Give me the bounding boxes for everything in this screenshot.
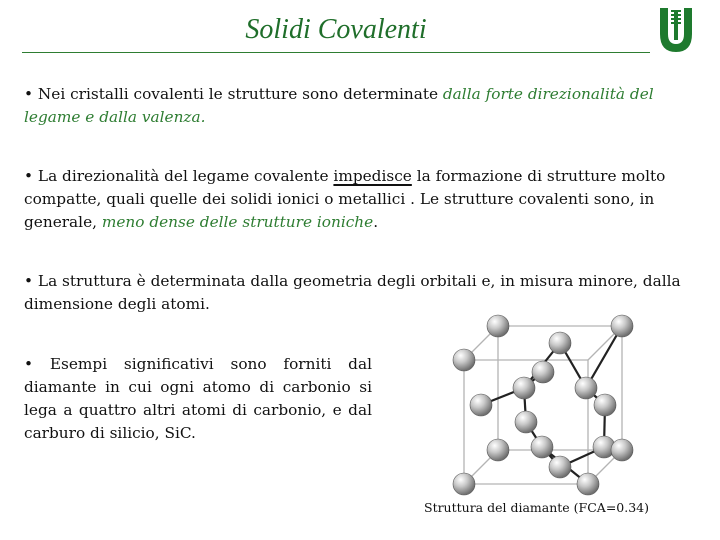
bullet-paragraph-2 <box>24 165 690 234</box>
bullet-marker: • <box>24 272 34 290</box>
carbon-atom <box>470 394 492 416</box>
bullet-text: Esempi significativi sono forniti dal diamante in cui ogni atomo di carbonio si lega a quattro altri atomi di carbonio, e dal carburo di silicio, SiC. <box>24 355 372 442</box>
underlined-word: impedisce <box>333 167 412 185</box>
bullet-text: Nei cristalli covalenti le strutture sono determinate <box>37 85 443 103</box>
title-divider <box>22 52 650 53</box>
carbon-atom <box>549 456 571 478</box>
carbon-atom <box>594 394 616 416</box>
diamond-structure-illustration <box>430 300 640 500</box>
carbon-atom <box>531 436 553 458</box>
bullet-marker: • <box>24 355 34 373</box>
bullet-highlight: meno dense delle strutture ioniche <box>101 213 374 231</box>
carbon-atom <box>487 315 509 337</box>
carbon-atom <box>515 411 537 433</box>
carbon-atom <box>611 439 633 461</box>
bullet-marker: • <box>24 85 34 103</box>
page-title: Solidi Covalenti <box>245 14 427 45</box>
carbon-atom <box>453 473 475 495</box>
bullet-paragraph-1 <box>24 83 690 129</box>
carbon-atom <box>577 473 599 495</box>
carbon-atom <box>575 377 597 399</box>
university-logo-icon <box>656 6 696 54</box>
carbon-atom <box>453 349 475 371</box>
bullet-highlight: dalla forte direzionalità del legame e dalla valenza. <box>24 85 654 126</box>
carbon-atom <box>549 332 571 354</box>
carbon-atom <box>611 315 633 337</box>
bullet-text: La direzionalità del legame covalente <box>37 167 334 185</box>
bullet-text: La struttura è determinata dalla geometria degli orbitali e, in misura minore, dalla dimensione degli atomi. <box>24 272 681 313</box>
carbon-atom <box>487 439 509 461</box>
carbon-atom <box>513 377 535 399</box>
figure-caption: Struttura del diamante (FCA=0.34) <box>424 500 650 515</box>
carbon-atom <box>532 361 554 383</box>
bullet-text: la formazione di strutture molto compatte, quali quelle dei solidi ionici o metallici . Le strutture covalenti sono, in generale, <box>24 167 666 231</box>
bullet-paragraph-4 <box>24 353 372 445</box>
bullet-text: . <box>373 213 379 231</box>
bullet-marker: • <box>24 167 34 185</box>
